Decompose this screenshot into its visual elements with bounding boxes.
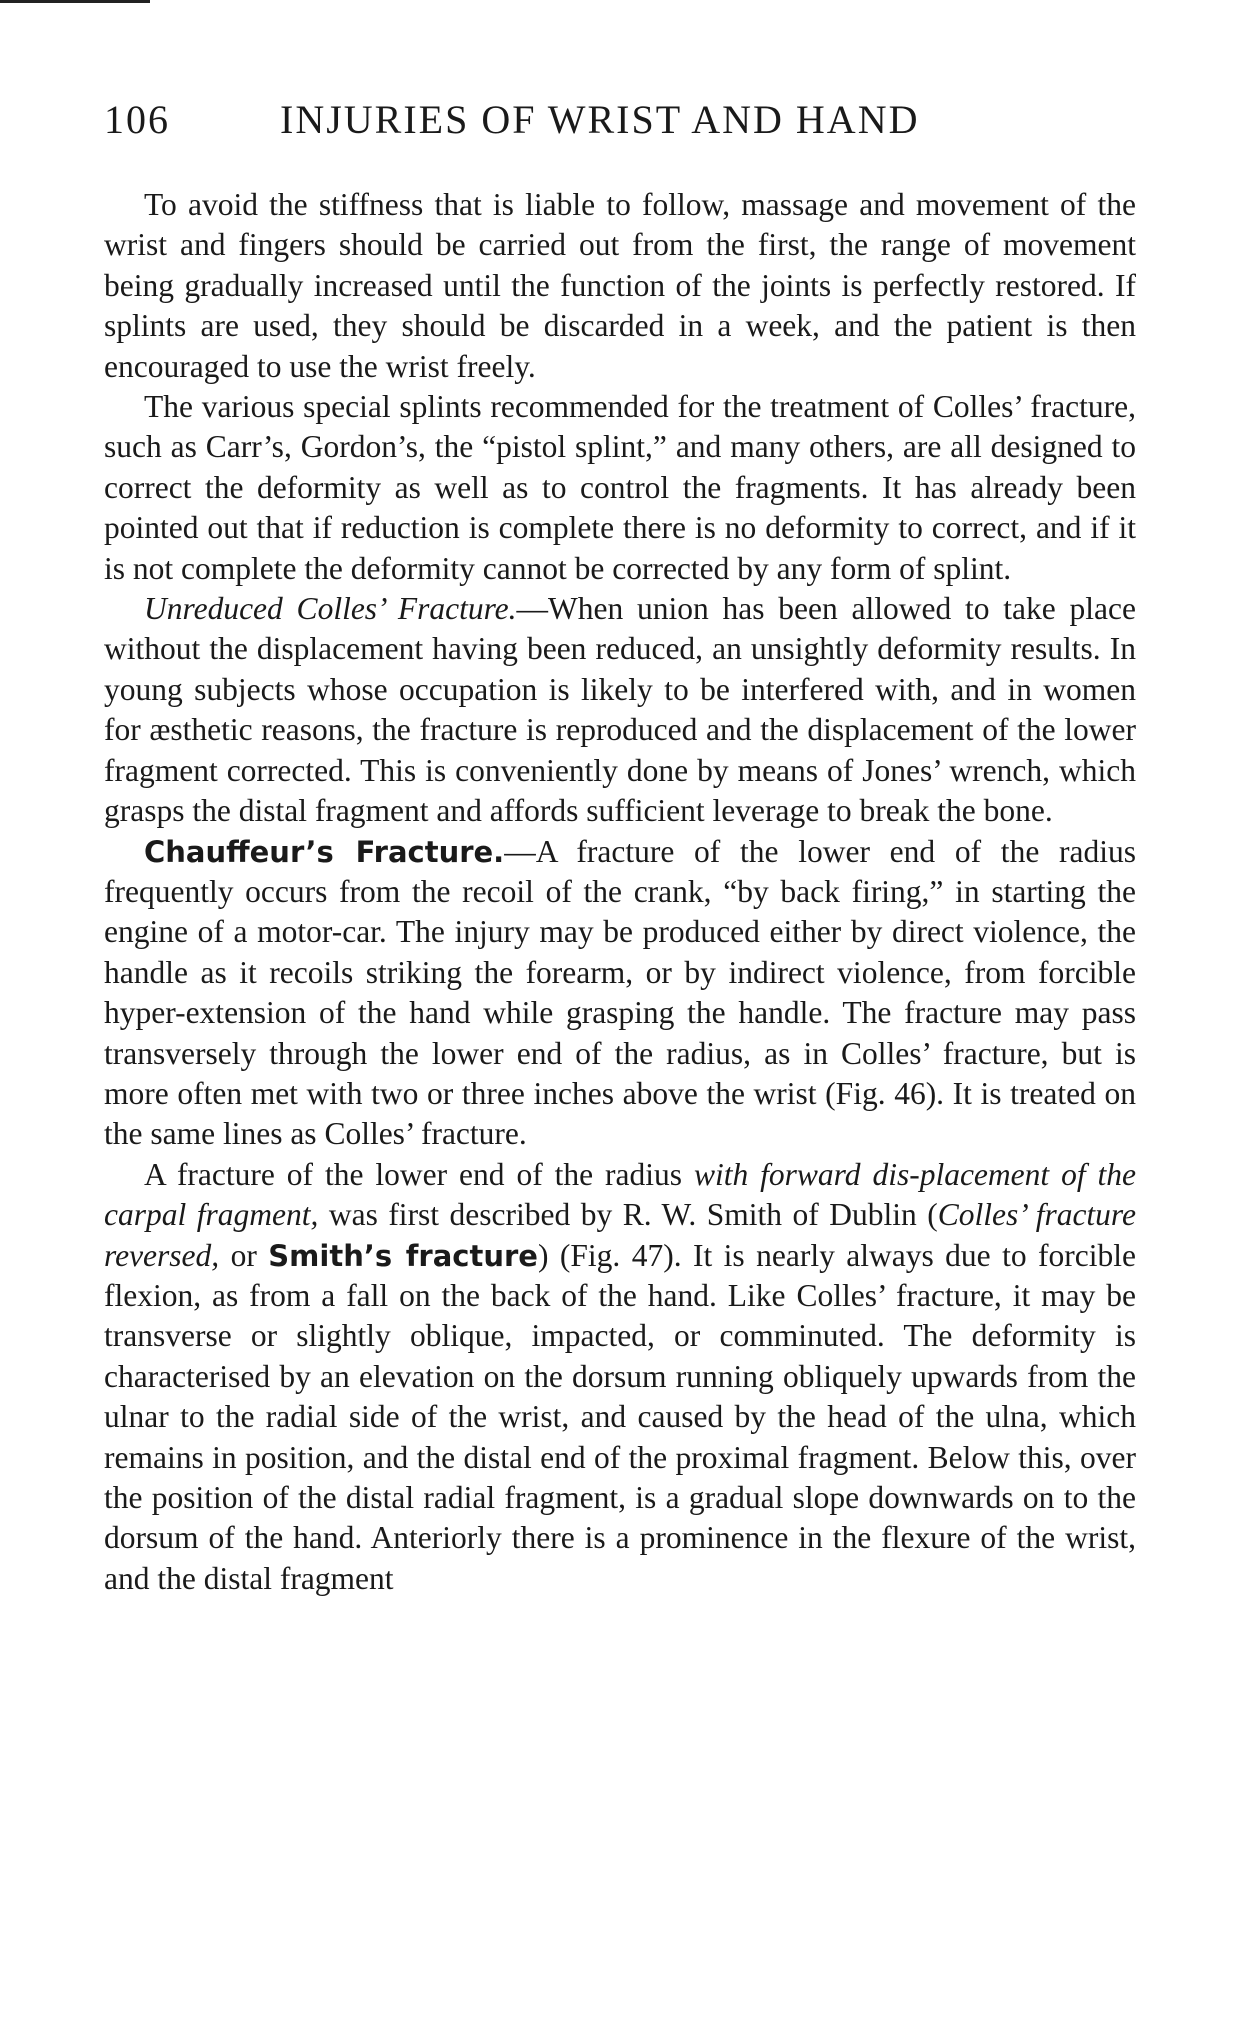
paragraph-chauffeurs-fracture: [104, 832, 1136, 1155]
paragraph-smiths-fracture: [104, 1155, 1136, 1599]
paragraph-text: The various special splints recommended for the treatment of Colles’ fracture, such as Carr’s, Gordon’s, the “pistol splint,” and many others, are all designed to correct the deformity as well as to control the fragments. It has already been pointed out that if reduction is complete there is no deformity to correct, and if it is not complete the deformity cannot be corrected by any form of splint.: [104, 389, 1136, 586]
paragraph-special-splints: [104, 387, 1136, 589]
page-number: 106: [104, 97, 170, 142]
section-heading-chauffeurs: Chauffeur’s Fracture.: [144, 834, 505, 869]
section-heading-unreduced: Unreduced Colles’ Fracture.: [144, 591, 517, 627]
paragraph-text-rest: ) (Fig. 47). It is nearly always due to forcible flexion, as from a fall on the back of the hand. Like Colles’ fracture, it may be transverse or slightly oblique, impacted, or comminuted. The deformity is characterised by an elevation on the dorsum running obliquely upwards from the ulnar to the radial side of the wrist, and caused by the head of the ulna, which remains in position, and the distal end of the proximal fragment. Below this, over the position of the distal radial fragment, is a gradual slope downwards on to the dorsum of the hand. Anteriorly there is a prominence in the flexure of the wrist, and the distal fragment: [104, 1237, 1136, 1596]
scan-edge-mark: [0, 0, 150, 3]
paragraph-unreduced-colles: [104, 589, 1136, 831]
paragraph-text-mid: was first described by R. W. Smith of Dublin (: [318, 1197, 938, 1233]
italic-phrase-forward-displacement: with forward dis-placement of the carpal fragment,: [104, 1156, 1136, 1233]
bold-term-smiths-fracture: Smith’s fracture: [268, 1238, 538, 1273]
paragraph-stiffness: [104, 185, 1136, 387]
body-text: [104, 185, 1136, 1599]
paragraph-text-lead: A fracture of the lower end of the radius: [144, 1156, 694, 1192]
paragraph-text-mid: or: [219, 1237, 269, 1273]
paragraph-text: —When union has been allowed to take place without the displacement having been reduced, an unsightly deformity results. In young subjects whose occupation is likely to be interfered with, and in women for æsthetic reasons, the fracture is reproduced and the displacement of the lower fragment corrected. This is conveniently done by means of Jones’ wrench, which grasps the distal fragment and affords sufficient leverage to break the bone.: [104, 591, 1136, 829]
book-page: [104, 96, 1136, 1599]
paragraph-text: To avoid the stiffness that is liable to follow, massage and movement of the wrist and fingers should be carried out from the first, the range of movement being gradually increased until the function of the joints is perfectly restored. If splints are used, they should be discarded in a week, and the patient is then encouraged to use the wrist freely.: [104, 187, 1136, 384]
italic-phrase-colles-reversed: Colles’ fracture reversed,: [104, 1197, 1137, 1273]
paragraph-text: —A fracture of the lower end of the radius frequently occurs from the recoil of the crank, “by back firing,” in starting the engine of a motor-car. The injury may be produced either by direct violence, the handle as it recoils striking the forearm, or by indirect violence, from forcible hyper-extension of the hand while grasping the handle. The fracture may pass transversely through the lower end of the radius, as in Colles’ fracture, but is more often met with two or three inches above the wrist (Fig. 46). It is treated on the same lines as Colles’ fracture.: [104, 833, 1136, 1152]
chapter-title: INJURIES OF WRIST AND HAND: [280, 97, 920, 142]
running-head: [104, 96, 1136, 143]
